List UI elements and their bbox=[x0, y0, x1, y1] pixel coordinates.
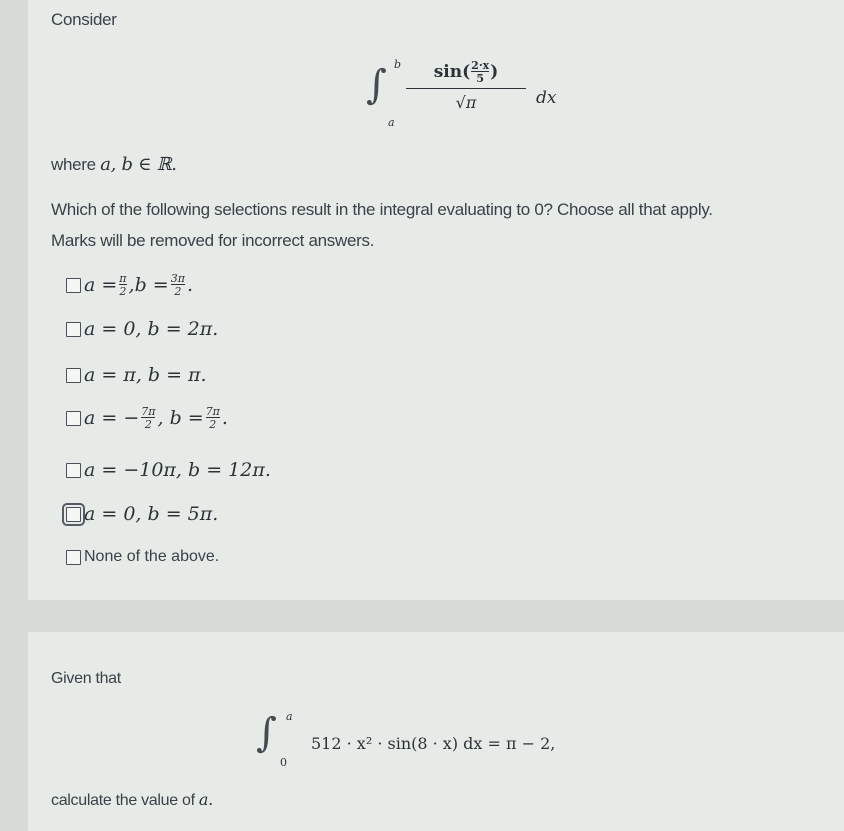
option-1-mid: ,b = bbox=[128, 274, 169, 296]
calculate-line bbox=[51, 790, 213, 810]
option-4-frac2-num: 7π bbox=[205, 405, 220, 418]
option-7[interactable] bbox=[66, 548, 219, 566]
integral-sign: ∫ bbox=[366, 62, 387, 108]
option-6[interactable] bbox=[66, 503, 218, 525]
checkbox-1[interactable] bbox=[66, 278, 81, 293]
option-3-label: a = π, b = π. bbox=[84, 364, 207, 386]
option-6-label: a = 0, b = 5π. bbox=[84, 503, 219, 525]
integral-expression-2 bbox=[256, 710, 656, 770]
option-4-prefix: a = − bbox=[84, 407, 140, 429]
option-4[interactable] bbox=[66, 406, 228, 430]
option-1-frac1-num: π bbox=[119, 272, 127, 285]
option-4-suffix: . bbox=[221, 407, 228, 429]
integral-expression bbox=[366, 58, 566, 138]
marks-warning: Marks will be removed for incorrect answers. bbox=[51, 231, 375, 250]
lower-limit-2: 0 bbox=[280, 756, 287, 769]
upper-limit: b bbox=[394, 58, 402, 71]
checkbox-6[interactable] bbox=[66, 507, 81, 522]
sin-close: ) bbox=[490, 62, 499, 82]
inner-numerator: 2·x bbox=[471, 59, 490, 72]
option-2[interactable] bbox=[66, 318, 218, 340]
option-4-frac1-den: 2 bbox=[141, 417, 155, 430]
question-card-2 bbox=[28, 632, 844, 831]
upper-limit-2: a bbox=[286, 710, 293, 723]
option-4-frac1-num: 7π bbox=[141, 405, 156, 418]
option-1[interactable] bbox=[66, 273, 193, 297]
checkbox-7[interactable] bbox=[66, 550, 81, 565]
integral-sign-2: ∫ bbox=[256, 710, 277, 756]
checkbox-2[interactable] bbox=[66, 322, 81, 337]
checkbox-5[interactable] bbox=[66, 463, 81, 478]
checkbox-3[interactable] bbox=[66, 368, 81, 383]
calculate-var: a. bbox=[198, 790, 213, 809]
integrand-denominator: √π bbox=[406, 88, 526, 112]
option-5-label: a = −10π, b = 12π. bbox=[84, 459, 271, 481]
option-1-frac2-num: 3π bbox=[170, 272, 185, 285]
where-math: a, b ∈ ℝ. bbox=[100, 154, 177, 175]
option-5[interactable] bbox=[66, 459, 271, 481]
integrand-fraction bbox=[406, 60, 526, 112]
option-3[interactable] bbox=[66, 364, 207, 386]
question-prompt: Which of the following selections result in the integral evaluating to 0? Choose all that apply. bbox=[51, 200, 713, 219]
where-line bbox=[51, 154, 177, 175]
lower-limit: a bbox=[388, 116, 395, 129]
option-4-frac2-den: 2 bbox=[206, 417, 220, 430]
intro-text: Consider bbox=[51, 10, 117, 29]
differential: dx bbox=[536, 88, 557, 108]
given-text: Given that bbox=[51, 670, 121, 687]
option-1-prefix: a = bbox=[84, 274, 118, 296]
calculate-text: calculate the value of bbox=[51, 792, 195, 809]
option-4-mid: , b = bbox=[157, 407, 204, 429]
option-1-suffix: . bbox=[186, 274, 193, 296]
sin-function: sin( bbox=[433, 62, 471, 82]
inner-denominator: 5 bbox=[471, 71, 489, 84]
integral-body-2: 512 · x² · sin(8 · x) dx = π − 2, bbox=[311, 734, 556, 753]
option-1-frac1-den: 2 bbox=[119, 285, 127, 298]
option-1-frac2-den: 2 bbox=[171, 284, 185, 297]
option-7-label: None of the above. bbox=[84, 548, 220, 565]
option-2-label: a = 0, b = 2π. bbox=[84, 318, 219, 340]
where-text: where bbox=[51, 155, 96, 174]
checkbox-4[interactable] bbox=[66, 411, 81, 426]
